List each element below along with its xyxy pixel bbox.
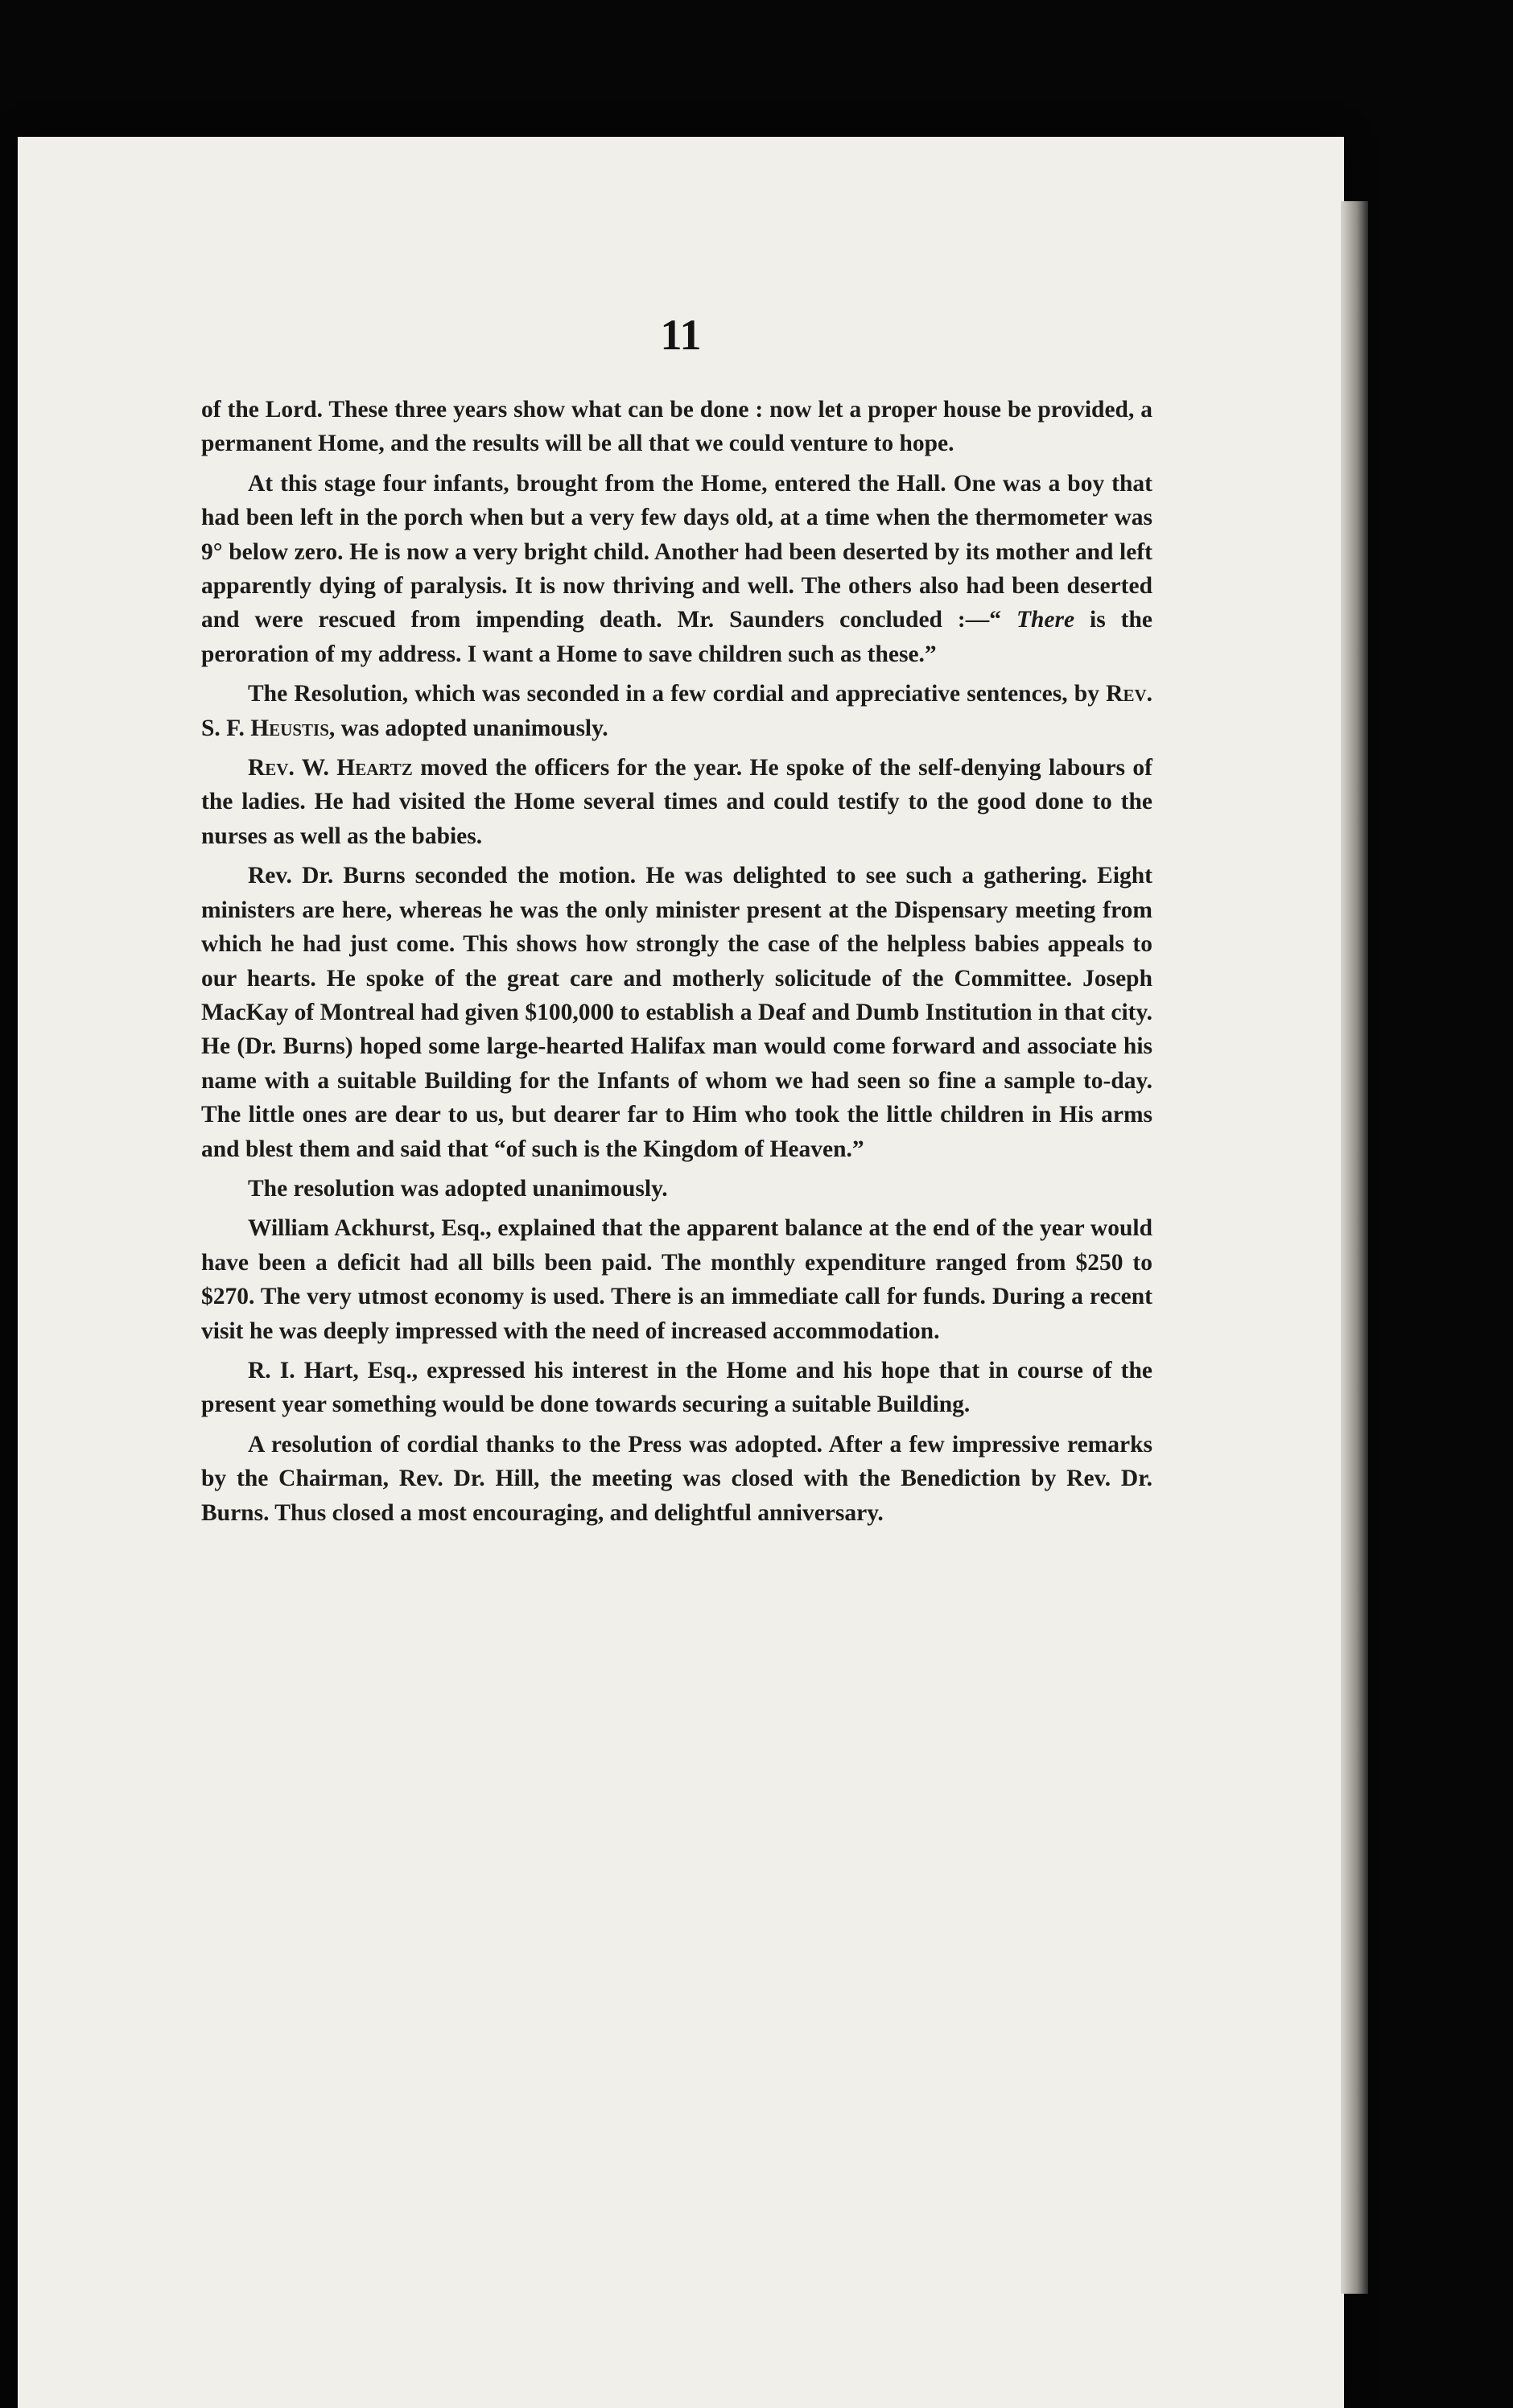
text-segment: William Ackhurst, Esq., explained that the apparent balance at the end of the year would have been a deficit had all bills been paid. The monthly expenditure ranged from $250 to $270. The very utmost economy is used. There is an immediate call for funds. During a recent visit he was deeply impressed with the need of increased accommodation. (201, 1215, 1152, 1344)
document-page (18, 137, 1344, 2408)
text-segment: Rev. Dr. Burns seconded the motion. He was delighted to see such a gathering. Eight ministers are here, whereas he was the only minister present at the Dispensary meeting from which he had just come. This shows how strongly the case of the helpless babies appeals to our hearts. He spoke of the great care and motherly solicitude of the Committee. Joseph MacKay of Montreal had given $100,000 to establish a Deaf and Dumb Institution in that city. He (Dr. Burns) hoped some large-hearted Halifax man would come forward and associate his name with a suitable Building for the Infants of whom we had seen so fine a sample to-day. The little ones are dear to us, but dearer far to Him who took the little children in His arms and blest them and said that “of such is the Kingdom of Heaven.” (201, 863, 1152, 1162)
text-segment: The resolution was adopted unanimously. (248, 1175, 668, 1202)
paragraph (201, 393, 1152, 461)
text-segment: Rev. S. F. Heustis (201, 681, 1152, 741)
text-segment: Rev. W. Heartz (248, 755, 413, 781)
text-segment: moved the officers for the year. He spoke of the self-denying labours of the ladies. He had visited the Home several times and could testify to the good done to the nurses as well as the babies. (201, 755, 1152, 849)
paragraph (201, 1211, 1152, 1348)
paragraph (201, 751, 1152, 853)
paragraph (201, 1428, 1152, 1530)
page-number: 11 (660, 311, 702, 359)
paragraph (201, 859, 1152, 1166)
text-segment: , was adopted unanimously. (328, 715, 608, 741)
paragraph (201, 677, 1152, 745)
text-segment: R. I. Hart, Esq., expressed his interest in the Home and his hope that in course of the present year something would be done towards securing a suitable Building. (201, 1357, 1152, 1418)
text-segment: At this stage four infants, brought from the Home, entered the Hall. One was a boy that had been left in the porch when but a very few days old, at a time when the thermometer was 9° below zero. He is now a very bright child. Another had been deserted by its mother and left apparently dying of paralysis. It is now thriving and well. The others also had been deserted and were rescued from impending death. Mr. Saunders concluded :—“ (201, 470, 1152, 633)
text-segment: There (1016, 607, 1075, 633)
page-edge (1341, 201, 1368, 2294)
text-segment: A resolution of cordial thanks to the Press was adopted. After a few impressive remarks by the Chairman, Rev. Dr. Hill, the meeting was closed with the Benediction by Rev. Dr. Burns. Thus closed a most encouraging, and delightful anniversary. (201, 1431, 1152, 1526)
paragraph (201, 1354, 1152, 1422)
text-segment: is the peroration of my address. I want a Home to save children such as these.” (201, 607, 1153, 667)
body-text (201, 393, 1152, 1536)
paragraph (201, 467, 1152, 671)
paragraph (201, 1172, 1152, 1206)
text-segment: of the Lord. These three years show what can be done : now let a proper house be provided, a permanent Home, and the results will be all that we could venture to hope. (201, 397, 1152, 457)
text-segment: The Resolution, which was seconded in a few cordial and appreciative sentences, by (248, 681, 1107, 707)
